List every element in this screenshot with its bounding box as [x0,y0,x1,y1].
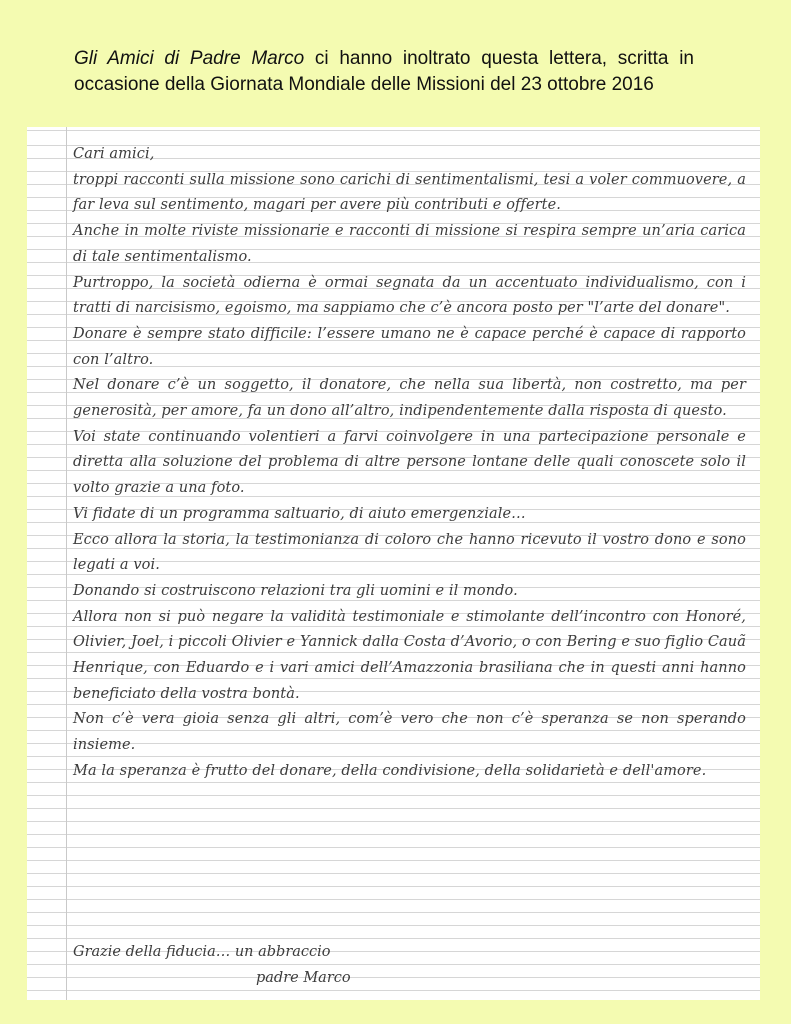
letter-paragraph: Vi fidate di un programma saltuario, di aiuto emergenziale… [73,505,526,522]
letter-paragraph: Voi state continuando volentieri a farvi coinvolgere in una partecipazione personale e diretta alla soluzione del problema di altre persone lontane delle quali conoscete solo il volto grazie a una foto. [73,428,746,497]
letter-paragraph: Anche in molte riviste missionarie e racconti di missione si respira sempre un’aria carica di tale sentimentalismo. [73,223,746,265]
letter-signature: padre Marco [256,970,351,986]
letter-paragraph: Purtroppo, la società odierna è ormai segnata da un accentuato individualismo, con i tratti di narcisismo, egoismo, ma sappiamo che c’è ancora posto per "l’arte del donare". [73,274,746,317]
intro-text: ci hanno inoltrato questa lettera, scritta in occasione della Giornata Mondiale delle Missioni del 23 ottobre 2016 [74,48,694,95]
letter-paragraph: troppi racconti sulla missione sono carichi di sentimentalismi, tesi a voler commuovere, a far leva sul sentimento, magari per avere più contributi e offerte. [73,171,746,214]
letter-paragraph: Ecco allora la storia, la testimonianza di coloro che hanno ricevuto il vostro dono e sono legati a voi. [73,531,746,574]
letter-closing: Grazie della fiducia… un abbraccio [73,944,331,960]
letter-body [73,142,746,785]
intro-lead: Gli Amici di Padre Marco [74,48,305,69]
intro-note [74,46,694,98]
letter-greeting: Cari amici, [73,146,155,162]
letter-paragraph: Donando si costruiscono relazioni tra gli uomini e il mondo. [73,582,518,599]
letter-paragraph: Ma la speranza è frutto del donare, della condivisione, della solidarietà e dell'amore. [73,762,707,779]
letter-paragraph: Donare è sempre stato difficile: l’essere umano ne è capace perché è capace di rapporto con l’altro. [73,325,746,368]
letter-paragraph: Allora non si può negare la validità testimoniale e stimolante dell’incontro con Honoré, Olivier, Joel, i piccoli Olivier e Yannick dalla Costa d’Avorio, o con Bering e suo figlio Cauã Henrique, con Eduardo e i vari amici dell’Amazzonia brasiliana che in questi anni hanno beneficiato della vostra bontà. [73,608,746,702]
letter-paragraph: Nel donare c’è un soggetto, il donatore, che nella sua libertà, non costretto, ma per generosità, per amore, fa un dono all’altro, indipendentemente dalla risposta di questo. [73,377,746,420]
letter-paragraph: Non c’è vera gioia senza gli altri, com’è vero che non c’è speranza se non sperando insieme. [73,711,746,754]
